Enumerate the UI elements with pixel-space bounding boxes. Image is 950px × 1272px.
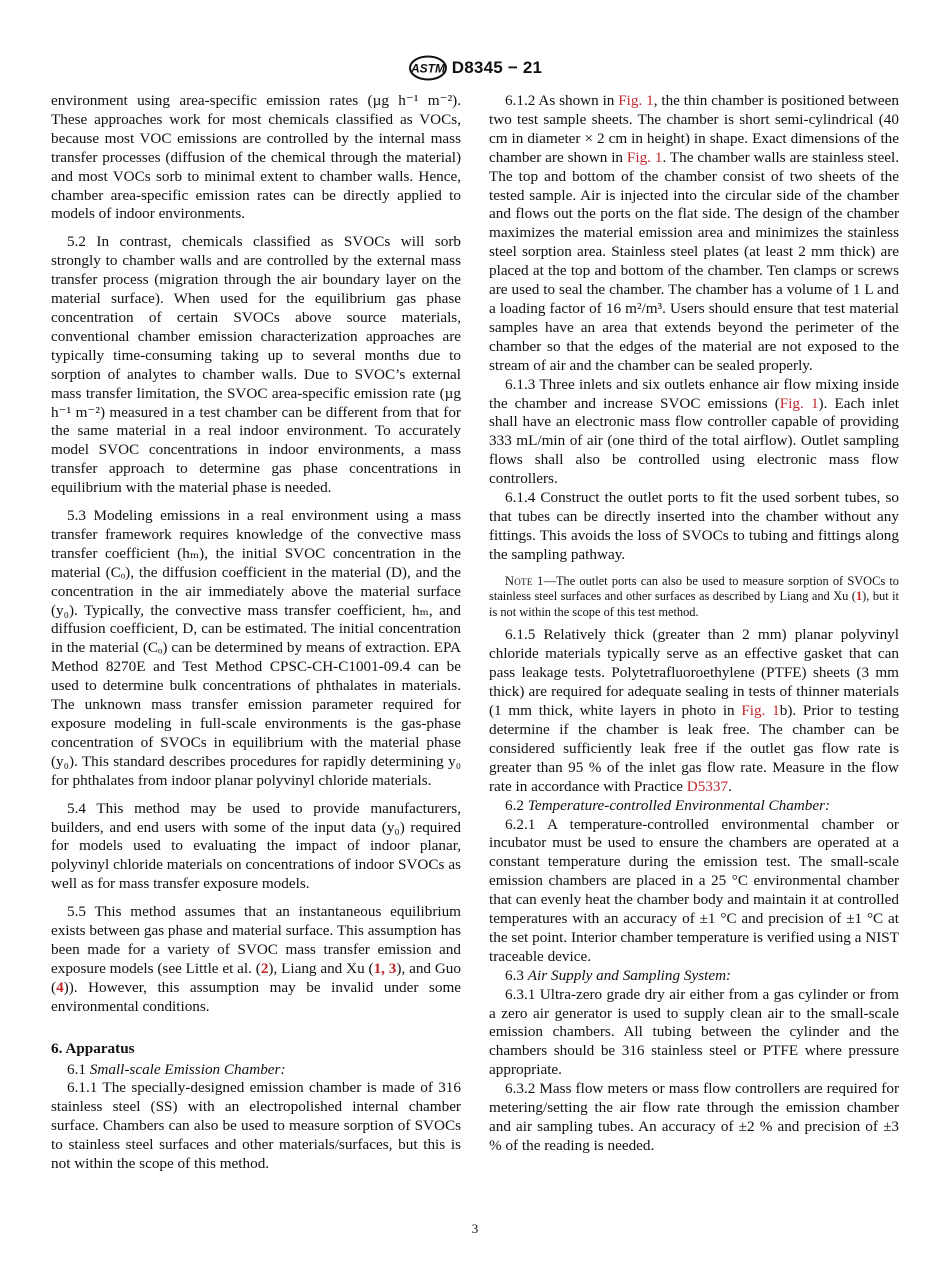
paragraph-6-1-4: 6.1.4 Construct the outlet ports to fit the used sorbent tubes, so that tubes can be directly inserted into the chamber without any fittings. This avoids the loss of SVOCs to tubing and fittings along the sampling pathway. [489, 489, 899, 563]
reference-link-2[interactable]: 2 [260, 959, 269, 977]
reference-link-1-3[interactable]: 1, 3 [373, 959, 397, 977]
paragraph-6-1-2: 6.1.2 As shown in Fig. 1, the thin chamber is positioned between two test sample sheets. The chamber is short semi-cylindrical (40 cm in diameter × 2 cm in height) in shape. Exact dimensions of the chamber are shown in Fig. 1. The chamber walls are stainless steel. The top and bottom of the chamber consist of two sheets of the tested sample. Air is injected into the circular side of the chamber and flows out the ports on the flat side. The design of the chamber maximizes the material emission area and minimizes the stainless steel sorption area. Stainless steel plates (at least 2 mm thick) are placed at the top and bottom of the chamber. Ten clamps or screws are used to seal the chamber. The chamber has a volume of 1 L and a loading factor of 16 m²/m³. Users should ensure that test material samples have an area that extends beyond the perimeter of the chamber so that the edges of the material are not exposed to the stream of air and the chamber can be sealed properly. [489, 92, 900, 374]
left-column [51, 92, 461, 1174]
subsection-6-3: 6.3 Air Supply and Sampling System: [505, 966, 732, 984]
paragraph-6-1-1: 6.1.1 The specially-designed emission chamber is made of 316 stainless steel (SS) with an electropolished internal chamber surface. Chambers can also be used to measure sorption of SVOCs to stainless steel surfaces and other materials/surfaces, but this is not within the scope of this method. [51, 1079, 461, 1173]
paragraph-5-3: 5.3 Modeling emissions in a real environment using a mass transfer framework requires knowledge of the convective mass transfer coefficient (hₘ), the initial SVOC concentration in the material (Cₒ), the diffusion coefficient in the material (D), and the concentration in the air immediately above the material surface (y₀). Typically, the convective mass transfer coefficient, hₘ, and diffusion coefficient, D, can be estimated. The initial concentration in the material (Cₒ) can be determined by means of extraction. EPA Method 8270E and Test Method CPSC-CH-C1001-09.4 can be used to determine bulk concentrations of phthalates in materials. The unknown mass transfer emission parameter required for exposure modeling in full-scale environments is the gas-phase concentration of SVOCs in equilibrium with the material phase (y₀). This standard describes procedures for rapidly determining y₀ for phthalates from indoor planar polyvinyl chloride materials. [51, 507, 461, 789]
paragraph-6-3-2: 6.3.2 Mass flow meters or mass flow controllers are required for metering/setting the air flow rate through the emission chamber and air sampling tubes. An accuracy of ±2 % and precision of ±3 % of the reading is needed. [489, 1080, 899, 1154]
document-designation: D8345 − 21 [451, 58, 543, 77]
paragraph-6-2-1: 6.2.1 A temperature-controlled environmental chamber or incubator must be used to ensure the chambers are operated at a constant temperature during the emission test. The small-scale emission chambers are placed in a 25 °C environmental chamber that can evenly heat the chamber body and maintain it at controlled temperatures with an accuracy of ±1 °C and precision of ±1 °C at the set point. Interior chamber temperature is verified using a NIST traceable device. [489, 815, 899, 965]
page-number: 3 [471, 1221, 479, 1236]
paragraph-5-2: 5.2 In contrast, chemicals classified as SVOCs will sorb strongly to chamber walls and are controlled by the external mass transfer process (migration through the air boundary layer on the material surface). When used for the equilibrium gas phase concentration of certain SVOCs above source materials, conventional chamber emission characterization approaches are typically time-consuming taking up to several months due to sorption of analytes to chamber walls. Due to SVOC’s external mass transfer limitation, the SVOC area-specific emission rate (µg h⁻¹ m⁻²) measured in a test chamber can be different from that for the same material in a real indoor environment. To accurately model SVOC concentrations in indoor environments, a mass transfer approach to determine gas phase concentrations in equilibrium with the material phase is needed. [51, 233, 461, 497]
subsection-6-1: 6.1 Small-scale Emission Chamber: [67, 1060, 286, 1078]
figure-1-link[interactable]: Fig. 1 [618, 92, 654, 109]
paragraph-intro: environment using area-specific emission rates (µg h⁻¹ m⁻²). These approaches work for most chemicals classified as VOCs, because most VOC emissions are controlled by the internal mass transfer processes (diffusion of the chemical through the material) and most VOCs sorb to minimal extent to chamber walls. Hence, chamber area-specific emission rates can be directly applied to models of indoor environments. [51, 92, 461, 223]
page-header [0, 55, 950, 81]
practice-d5337-link[interactable]: D5337 [686, 777, 729, 795]
paragraph-6-1-5: 6.1.5 Relatively thick (greater than 2 mm) planar polyvinyl chloride materials typically serve as an effective gasket that can pass leakage tests. Polytetrafluoroethylene (PTFE) sheets (3 mm thick) are required for adequate sealing in tests of thinner materials (1 mm thick, white layers in photo in Fig. 1b). Prior to testing determine if the chamber is leak free. The chamber can be considered sufficiently leak free if the outlet gas flow rate is greater than 95 % of the inlet gas flow rate. Measure in the flow rate in accordance with Practice D5337. [489, 626, 900, 795]
reference-link-4[interactable]: 4 [56, 978, 64, 996]
section-heading-6: 6. Apparatus [51, 1039, 135, 1057]
figure-1-link[interactable]: Fig. 1 [626, 148, 663, 166]
paragraph-6-3-1: 6.3.1 Ultra-zero grade dry air either from a gas cylinder or from a zero air generator is used to supply clean air to the small-scale emission chambers. All tubing between the cylinder and the chambers should be 316 stainless steel or PTFE where pressure appropriate. [489, 985, 899, 1079]
subsection-6-2: 6.2 Temperature-controlled Environmental Chamber: [505, 796, 831, 814]
figure-1-link[interactable]: Fig. 1 [741, 702, 780, 720]
astm-logo-icon [408, 55, 448, 81]
paragraph-6-1-3: 6.1.3 Three inlets and six outlets enhance air flow mixing inside the chamber and increase SVOC emissions (Fig. 1). Each inlet shall have an electronic mass flow controller capable of providing 333 mL/min of air (one third of the total airflow). Outlet sampling flows shall also be controlled using electronic mass flow controllers. [489, 375, 900, 488]
paragraph-5-5: 5.5 This method assumes that an instantaneous equilibrium exists between gas phase and material surface. This assumption has been made for a variety of SVOC mass transfer emission and exposure models (see Little et al. (2), Liang and Xu (1, 3), and Guo (4)). However, this assumption may be invalid under some environmental conditions. [51, 903, 461, 1015]
right-column [489, 92, 899, 1156]
note-1: Note 1—The outlet ports can also be used to measure sorption of SVOCs to stainless steel surfaces and other surfaces as described by Liang and Xu (1), but it is not within the scope of this test method. [489, 573, 899, 619]
figure-1-link[interactable]: Fig. 1 [779, 394, 819, 412]
paragraph-5-4: 5.4 This method may be used to provide manufacturers, builders, and end users with some of the input data (y₀) required for models used to evaluating the impact of indoor planar, polyvinyl chloride materials on concentrations of indoor SVOCs as well as for mass transfer exposure models. [51, 799, 461, 893]
logo-text: ASTM [410, 61, 445, 76]
reference-link-1[interactable]: 1 [855, 589, 863, 604]
